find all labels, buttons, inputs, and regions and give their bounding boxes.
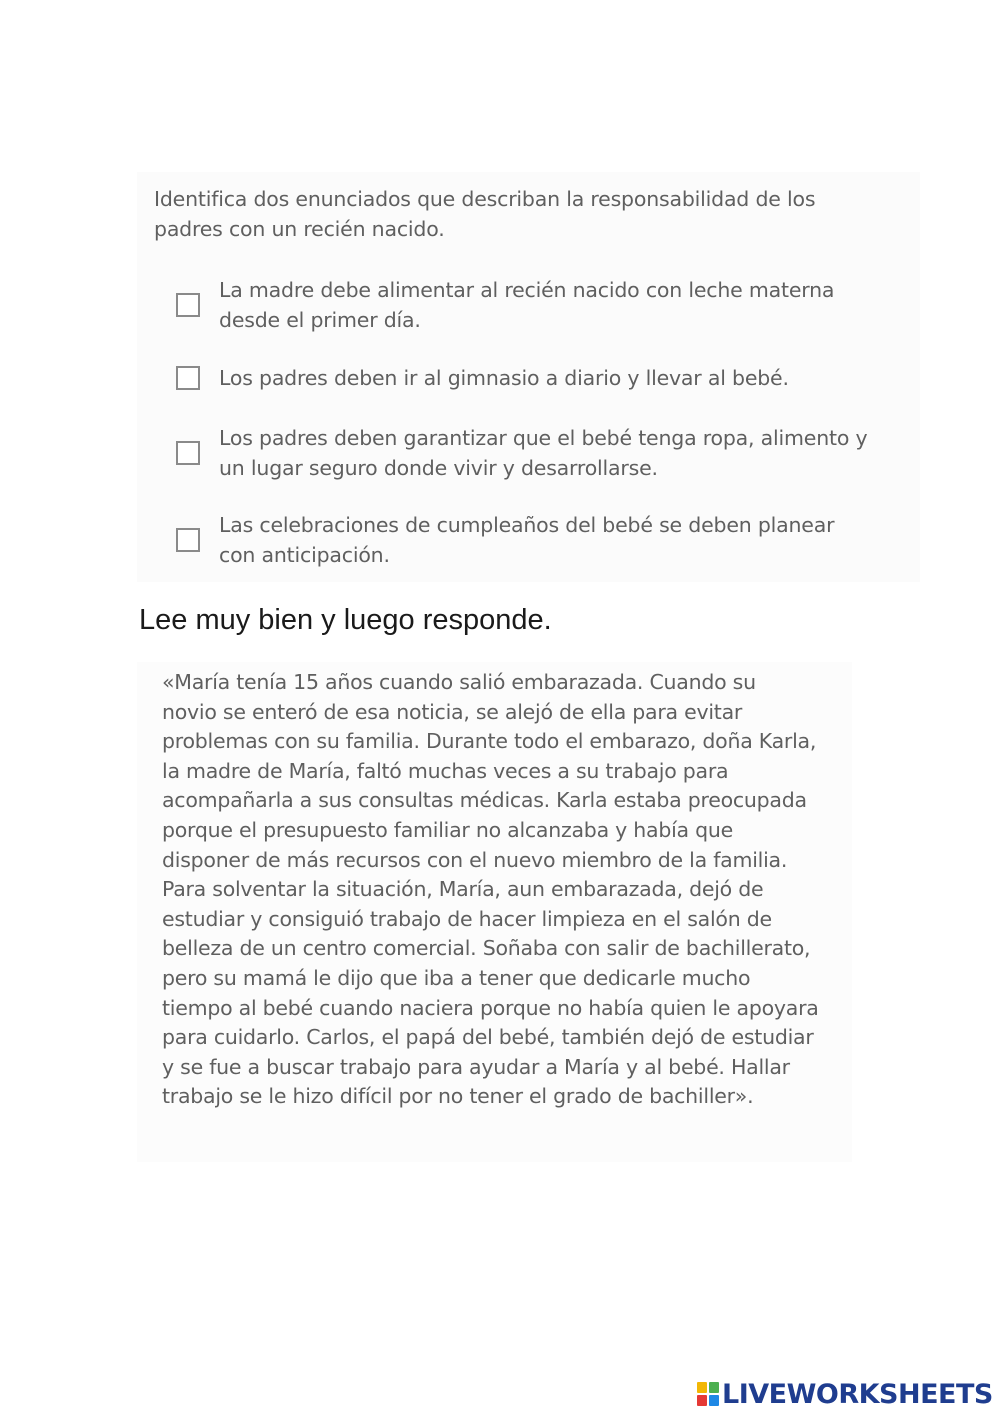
passage-text [162,668,842,1112]
option-checkbox[interactable] [176,441,200,465]
option-label-line: un lugar seguro donde vivir y desarrollarse. [219,456,658,480]
liveworksheets-logo-icon [697,1382,719,1406]
question-prompt [154,184,894,244]
option-label-line: La madre debe alimentar al recién nacido con leche materna [219,278,835,302]
passage-line: «María tenía 15 años cuando salió embarazada. Cuando su [162,670,756,694]
passage-line: novio se enteró de esa noticia, se alejó de ella para evitar [162,699,743,724]
liveworksheets-brand [697,1378,993,1410]
option-label-line: Los padres deben ir al gimnasio a diario y llevar al bebé. [219,366,789,390]
option-label-line: Las celebraciones de cumpleaños del bebé se deben planear [219,513,835,537]
instruction-heading: Lee muy bien y luego responde. [139,604,552,636]
passage-line: estudiar y consiguió trabajo de hacer limpieza en el salón de [162,906,772,931]
question-card [137,172,920,582]
logo-square-red [697,1395,707,1406]
logo-square-yellow [697,1382,707,1393]
option-label-line: con anticipación. [219,543,390,567]
option-checkbox[interactable] [176,528,200,552]
logo-square-blue [709,1395,719,1406]
option-label-line: Los padres deben garantizar que el bebé tenga ropa, alimento y [219,426,868,450]
passage-line: acompañarla a sus consultas médicas. Karla estaba preocupada [162,788,807,813]
option-item[interactable] [176,275,916,335]
reading-passage [137,662,852,1162]
logo-square-green [709,1382,719,1393]
option-item[interactable] [176,363,916,393]
option-label-line: desde el primer día. [219,308,421,332]
option-label [219,510,889,570]
passage-line: Para solventar la situación, María, aun embarazada, dejó de [162,877,764,902]
passage-line: la madre de María, faltó muchas veces a su trabajo para [162,758,729,783]
passage-line: porque el presupuesto familiar no alcanzaba y había que [162,817,734,842]
option-checkbox[interactable] [176,366,200,390]
question-prompt-line: Identifica dos enunciados que describan la responsabilidad de los [154,187,816,211]
option-label [219,423,889,483]
passage-line: problemas con su familia. Durante todo el embarazo, doña Karla, [162,729,817,754]
passage-line: trabajo se le hizo difícil por no tener el grado de bachiller». [162,1084,754,1109]
option-label [219,363,889,393]
passage-line: disponer de más recursos con el nuevo miembro de la familia. [162,847,788,872]
passage-line: tiempo al bebé cuando naciera porque no había quien le apoyara [162,995,819,1020]
option-item[interactable] [176,423,916,483]
option-checkbox[interactable] [176,293,200,317]
question-prompt-line: padres con un recién nacido. [154,217,445,241]
passage-line: para cuidarlo. Carlos, el papá del bebé, también dejó de estudiar [162,1025,814,1050]
option-label [219,275,889,335]
option-item[interactable] [176,510,916,570]
passage-line: belleza de un centro comercial. Soñaba con salir de bachillerato, [162,936,811,961]
brand-name: LIVEWORKSHEETS [722,1378,993,1410]
passage-line: y se fue a buscar trabajo para ayudar a María y al bebé. Hallar [162,1054,790,1079]
passage-line: pero su mamá le dijo que iba a tener que dedicarle mucho [162,965,751,990]
